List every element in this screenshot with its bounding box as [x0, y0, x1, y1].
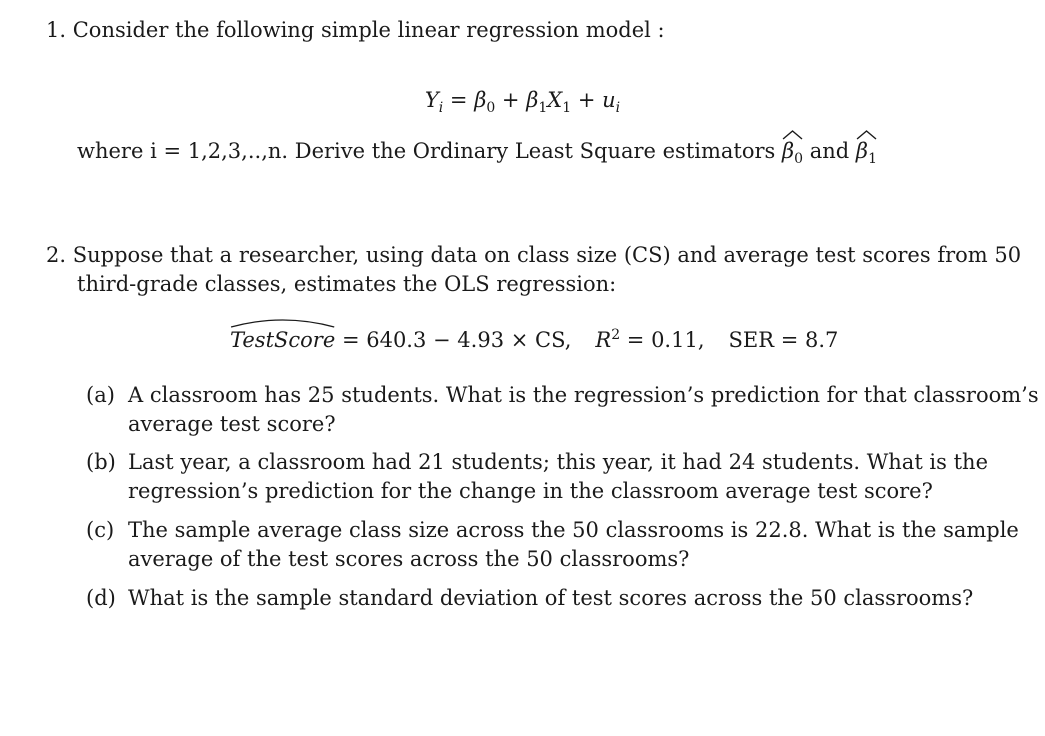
eq-u-sub: i	[615, 100, 621, 117]
part-a-line1	[128, 381, 1039, 410]
part-c-text2: average of the test scores across the 50 classrooms?	[128, 547, 690, 571]
eq2-r2-value: = 0.11,	[620, 328, 705, 352]
part-d-line1	[128, 584, 973, 613]
q1-intro: Consider the following simple linear regression model :	[72, 18, 665, 42]
q1-where-line	[77, 137, 877, 166]
part-a-line2	[128, 410, 336, 439]
eq-plus1: +	[495, 88, 527, 112]
eq-lhs-sub: i	[438, 100, 444, 117]
part-a-text1: A classroom has 25 students. What is the regression’s prediction for that classroom’s	[128, 383, 1039, 407]
part-b-text2: regression’s prediction for the change in the classroom average test score?	[128, 479, 933, 503]
part-a-label-text: (a)	[86, 383, 115, 407]
part-a-text2: average test score?	[128, 412, 336, 436]
q1-and: and	[803, 139, 856, 163]
hat-icon	[856, 130, 877, 140]
part-b-line2	[128, 477, 933, 506]
part-c-label	[86, 516, 114, 545]
eq-plus2: +	[571, 88, 603, 112]
part-b-label-text: (b)	[86, 450, 116, 474]
est1-symbol: β	[855, 139, 869, 163]
part-c-label-text: (c)	[86, 518, 115, 542]
eq2-rhs: = 640.3 − 4.93 × CS,	[335, 328, 572, 352]
eq-x: X	[547, 88, 563, 112]
eq-x-sub: 1	[562, 100, 572, 117]
eq-beta0: β	[474, 88, 487, 112]
hat-icon	[782, 130, 803, 140]
beta0-hat-estimator	[782, 137, 803, 166]
q2-text-line2: third-grade classes, estimates the OLS regression:	[77, 272, 617, 296]
part-c-line1	[128, 516, 1019, 545]
eq2-r2-symbol: R	[595, 328, 612, 352]
part-d-text1: What is the sample standard deviation of test scores across the 50 classrooms?	[128, 586, 974, 610]
part-b-line1	[128, 448, 988, 477]
widehat-icon	[230, 316, 335, 328]
eq2-r2-sup: 2	[611, 327, 621, 343]
eq2-ser: SER = 8.7	[728, 328, 839, 352]
q2-line2	[77, 270, 616, 299]
eq-lhs-var: Y	[424, 88, 439, 112]
testscore-hat	[230, 326, 335, 355]
eq-u: u	[602, 88, 616, 112]
q2-equation	[230, 326, 838, 355]
q1-equation	[0, 86, 1045, 115]
q2-line1	[46, 241, 1021, 270]
est0-sub: 0	[794, 151, 804, 168]
eq-beta1: β	[526, 88, 539, 112]
part-b-text1: Last year, a classroom had 21 students; this year, it had 24 students. What is the	[128, 450, 988, 474]
part-d-label	[86, 584, 116, 613]
q1-intro-line	[46, 16, 665, 45]
part-c-line2	[128, 545, 689, 574]
part-c-text1: The sample average class size across the 50 classrooms is 22.8. What is the sample	[128, 518, 1019, 542]
q2-text-line1: Suppose that a researcher, using data on class size (CS) and average test scores from 50	[72, 243, 1022, 267]
eq-beta0-sub: 0	[486, 100, 496, 117]
eq-beta1-sub: 1	[538, 100, 548, 117]
part-d-label-text: (d)	[86, 586, 116, 610]
q2-number: 2.	[46, 243, 67, 267]
est1-sub: 1	[868, 151, 877, 168]
part-a-label	[86, 381, 115, 410]
est0-symbol: β	[782, 139, 795, 163]
q1-number: 1.	[46, 18, 67, 42]
beta1-hat-estimator	[856, 137, 877, 166]
part-b-label	[86, 448, 116, 477]
eq2-lhs: TestScore	[230, 328, 336, 352]
eq-equals: =	[443, 88, 475, 112]
q1-where-text: where i = 1,2,3,..,n. Derive the Ordinary Least Square estimators	[77, 139, 776, 163]
